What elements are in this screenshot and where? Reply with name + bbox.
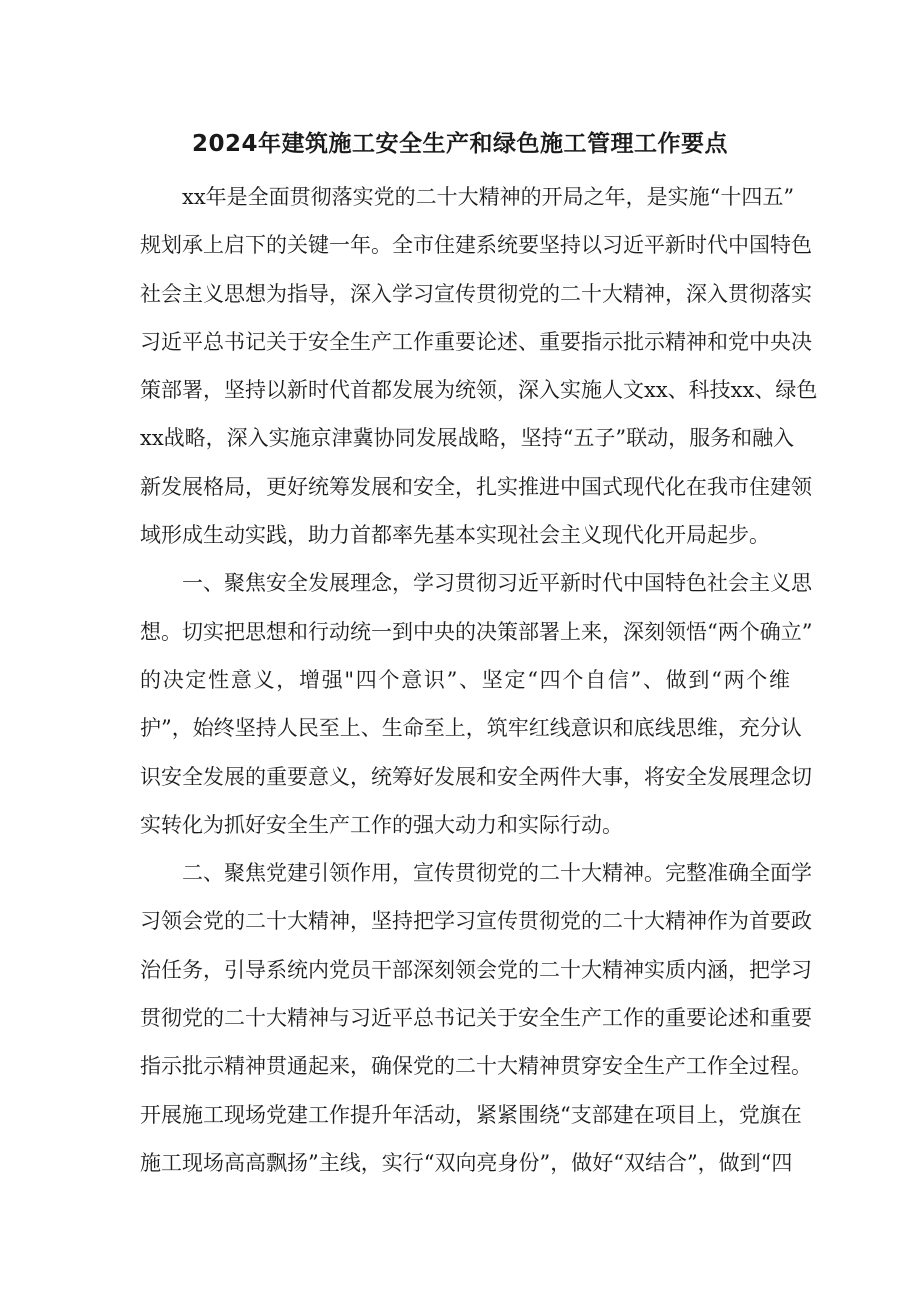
paragraph-2-line-2: 想。切实把思想和行动统一到中央的决策部署上来，深刻领悟“两个确立” xyxy=(140,619,813,644)
paragraph-3-line-6: 开展施工现场党建工作提升年活动，紧紧围绕“支部建在项目上，党旗在 xyxy=(140,1102,802,1127)
paragraph-1-line-7: 新发展格局，更好统筹发展和安全，扎实推进中国式现代化在我市住建领 xyxy=(140,474,812,499)
paragraph-3-line-3: 治任务，引导系统内党员干部深刻领会党的二十大精神实质内涵，把学习 xyxy=(140,957,812,982)
paragraph-2-line-5: 识安全发展的重要意义，统筹好发展和安全两件大事，将安全发展理念切 xyxy=(140,764,812,789)
paragraph-3-line-2: 习领会党的二十大精神，坚持把学习宣传贯彻党的二十大精神作为首要政 xyxy=(140,909,812,934)
paragraph-3-line-4: 贯彻党的二十大精神与习近平总书记关于安全生产工作的重要论述和重要 xyxy=(140,1006,812,1031)
paragraph-1-line-8: 域形成生动实践，助力首都率先基本实现社会主义现代化开局起步。 xyxy=(140,523,770,548)
paragraph-1-line-4: 习近平总书记关于安全生产工作重要论述、重要指示批示精神和党中央决 xyxy=(140,329,812,354)
document-title: 2024年建筑施工安全生产和绿色施工管理工作要点 xyxy=(191,131,728,157)
paragraph-2-line-3: 的决定性意义，增强"四个意识”、坚定“四个自信”、做到“两个维 xyxy=(140,667,790,692)
paragraph-2-line-1: 一、聚焦安全发展理念，学习贯彻习近平新时代中国特色社会主义思 xyxy=(182,571,812,596)
paragraph-2-line-4: 护”，始终坚持人民至上、生命至上，筑牢红线意识和底线思维，充分认 xyxy=(140,716,802,741)
paragraph-1-line-5: 策部署，坚持以新时代首都发展为统领，深入实施人文xx、科技xx、绿色 xyxy=(140,378,818,403)
paragraph-3-line-7: 施工现场高高飘扬”主线，实行“双向亮身份”，做好“双结合”，做到“四 xyxy=(140,1150,793,1175)
paragraph-3-line-5: 指示批示精神贯通起来，确保党的二十大精神贯穿安全生产工作全过程。 xyxy=(140,1054,812,1079)
paragraph-1-line-2: 规划承上启下的关键一年。全市住建系统要坚持以习近平新时代中国特色 xyxy=(140,233,812,258)
paragraph-1-line-6: xx战略，深入实施京津冀协同发展战略，坚持“五子”联动，服务和融入 xyxy=(140,426,795,451)
document-body xyxy=(140,173,818,1187)
paragraph-1-line-3: 社会主义思想为指导，深入学习宣传贯彻党的二十大精神，深入贯彻落实 xyxy=(140,281,812,306)
paragraph-2-line-6: 实转化为抓好安全生产工作的强大动力和实际行动。 xyxy=(140,812,623,837)
paragraph-3-line-1: 二、聚焦党建引领作用，宣传贯彻党的二十大精神。完整准确全面学 xyxy=(182,861,812,886)
paragraph-1-line-1: xx年是全面贯彻落实党的二十大精神的开局之年，是实施“十四五” xyxy=(182,185,795,209)
